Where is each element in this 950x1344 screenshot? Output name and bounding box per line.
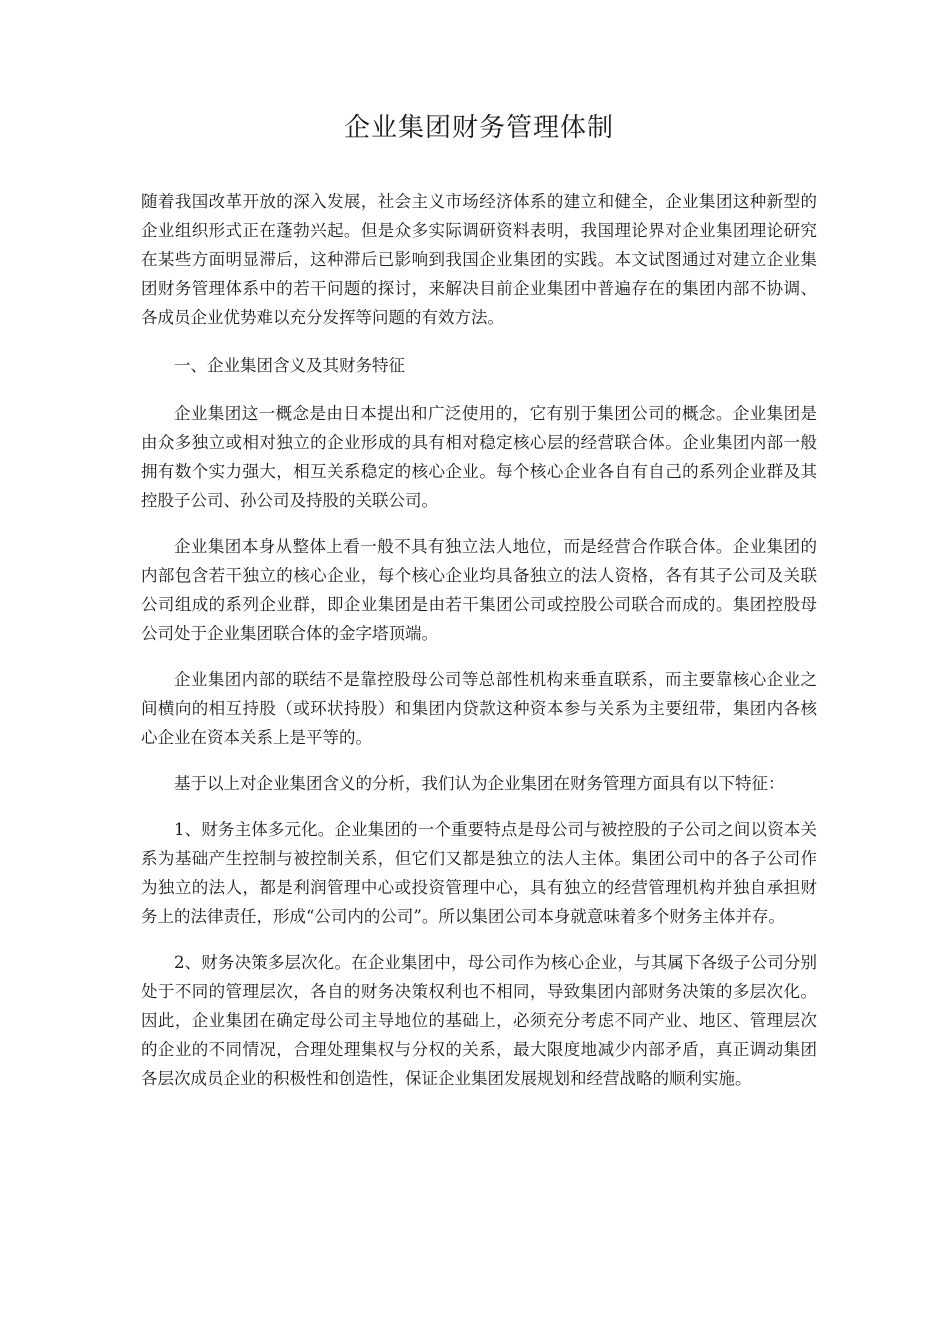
body-paragraph: 企业集团内部的联结不是靠控股母公司等总部性机构来垂直联系，而主要靠核心企业之间横向的相互持股（或环状持股）和集团内贷款这种资本参与关系为主要纽带，集团内各核心企业在资本关系上是平等的。 (141, 670, 817, 747)
document-body (141, 187, 817, 1110)
document-title: 企业集团财务管理体制 (343, 113, 614, 143)
body-paragraph: 企业集团本身从整体上看一般不具有独立法人地位，而是经营合作联合体。企业集团的内部包含若干独立的核心企业，每个核心企业均具备独立的法人资格，各有其子公司及关联公司组成的系列企业群，即企业集团是由若干集团公司或控股公司联合而成的。集团控股母公司处于企业集团联合体的金字塔顶端。 (141, 537, 817, 643)
intro-paragraph: 随着我国改革开放的深入发展，社会主义市场经济体系的建立和健全，企业集团这种新型的企业组织形式正在蓬勃兴起。但是众多实际调研资料表明，我国理论界对企业集团理论研究在某些方面明显滞后，这种滞后已影响到我国企业集团的实践。本文试图通过对建立企业集团财务管理体系中的若干问题的探讨，来解决目前企业集团中普遍存在的集团内部不协调、各成员企业优势难以充分发挥等问题的有效方法。 (141, 192, 817, 327)
body-paragraph: 2、财务决策多层次化。在企业集团中，母公司作为核心企业，与其属下各级子公司分别处于不同的管理层次，各自的财务决策权利也不相同，导致集团内部财务决策的多层次化。因此，企业集团在确定母公司主导地位的基础上，必须充分考虑不同产业、地区、管理层次的企业的不同情况，合理处理集权与分权的关系，最大限度地减少内部矛盾，真正调动集团各层次成员企业的积极性和创造性，保证企业集团发展规划和经营战略的顺利实施。 (141, 953, 817, 1088)
body-paragraph: 1、财务主体多元化。企业集团的一个重要特点是母公司与被控股的子公司之间以资本关系为基础产生控制与被控制关系，但它们又都是独立的法人主体。集团公司中的各子公司作为独立的法人，都是利润管理中心或投资管理中心，具有独立的经营管理机构并独自承担财务上的法律责任，形成“公司内的公司”。所以集团公司本身就意味着多个财务主体并存。 (141, 820, 817, 926)
section-heading: 一、企业集团含义及其财务特征 (174, 356, 405, 375)
body-paragraph: 企业集团这一概念是由日本提出和广泛使用的，它有别于集团公司的概念。企业集团是由众多独立或相对独立的企业形成的具有相对稳定核心层的经营联合体。企业集团内部一般拥有数个实力强大，相互关系稳定的核心企业。每个核心企业各自有自己的系列企业群及其控股子公司、孙公司及持股的关联公司。 (141, 404, 817, 510)
body-paragraph: 基于以上对企业集团含义的分析，我们认为企业集团在财务管理方面具有以下特征： (174, 774, 785, 793)
